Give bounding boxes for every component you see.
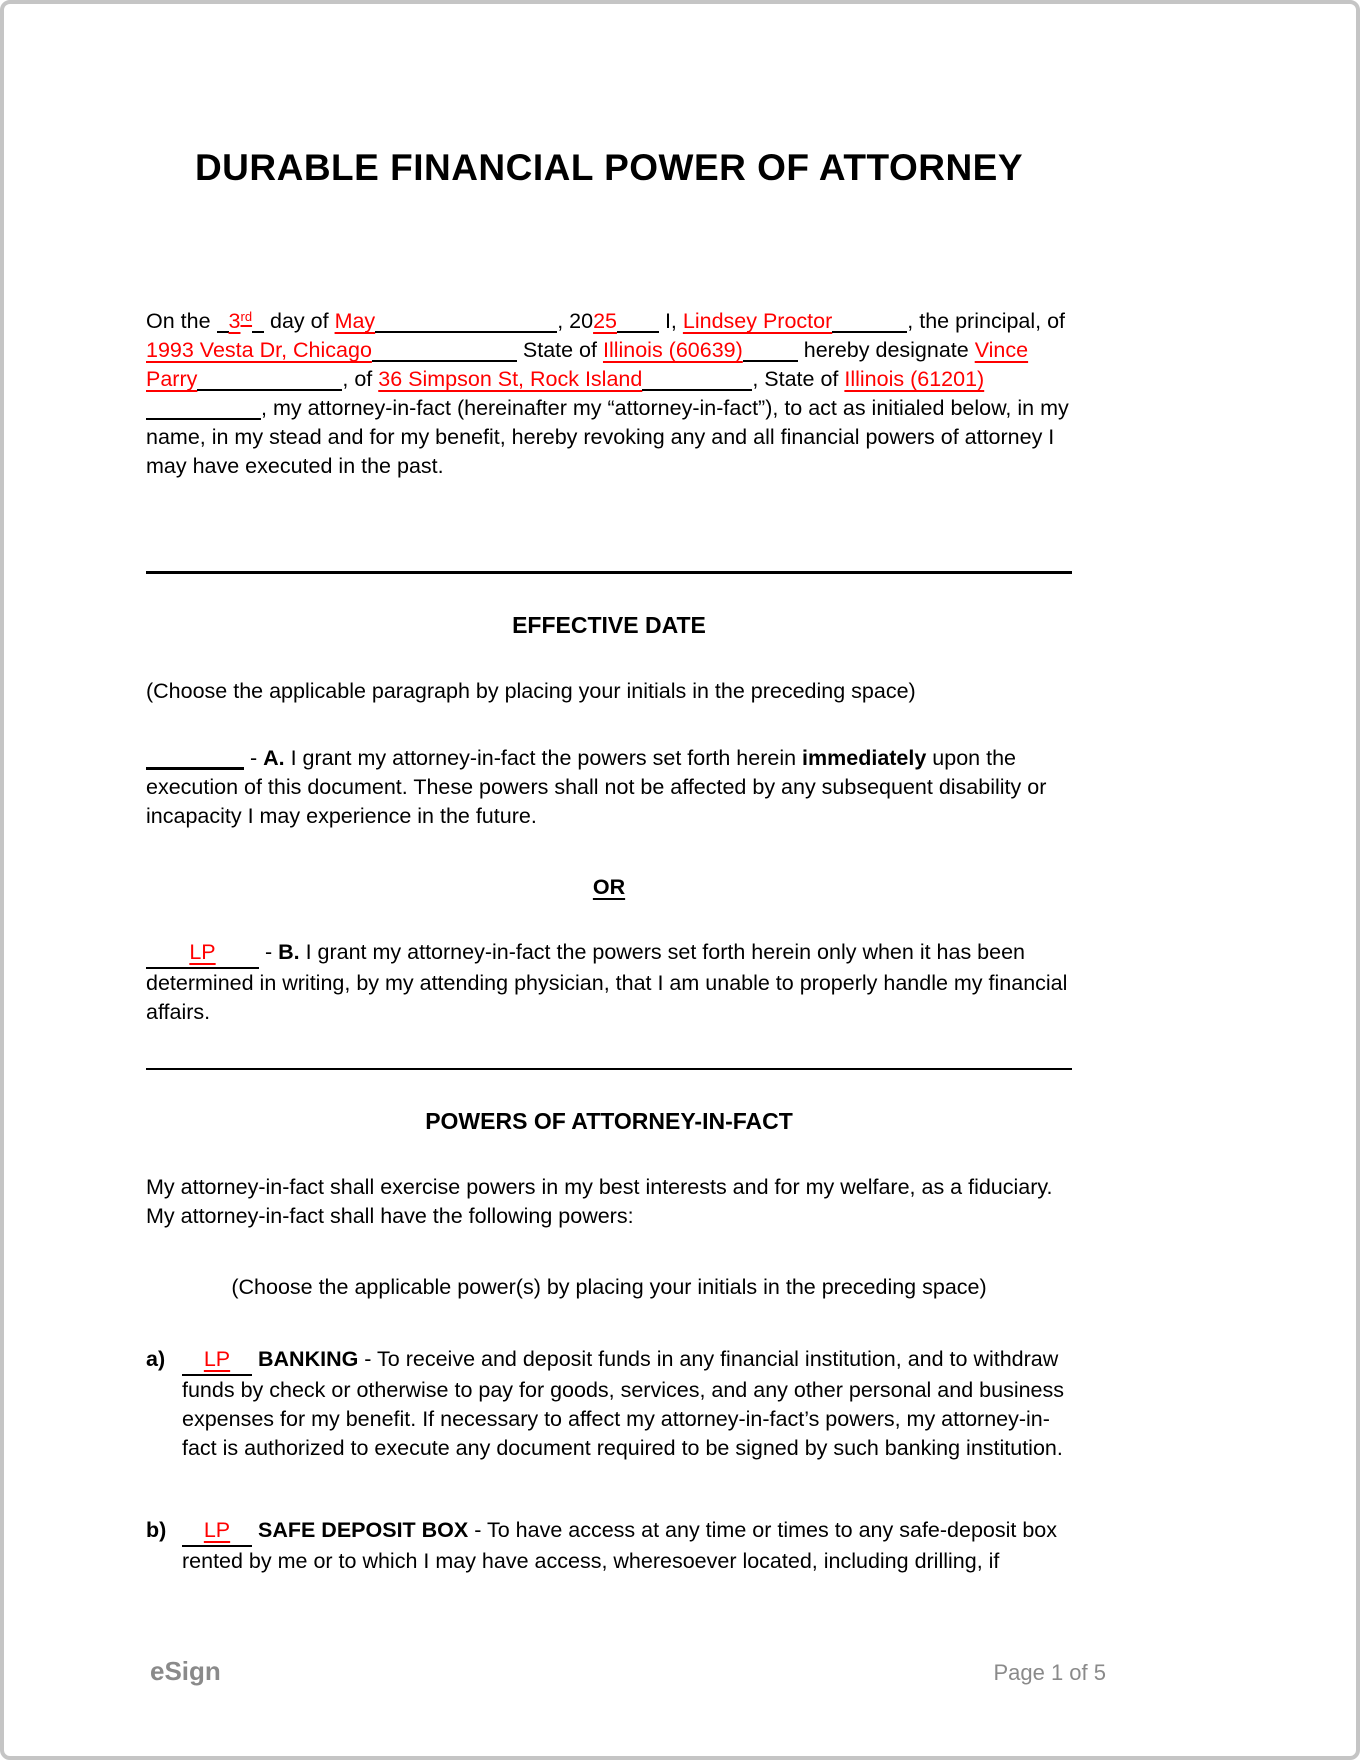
section-divider [146, 1068, 1072, 1071]
option-a-paragraph [146, 744, 1072, 831]
blank-line-field[interactable] [146, 418, 261, 421]
section-divider [146, 571, 1072, 574]
blank-line-field[interactable] [642, 389, 752, 392]
blank-line-field[interactable] [832, 331, 907, 334]
text-run: A. [263, 745, 285, 770]
text-run: I grant my attorney-in-fact the powers set forth herein [284, 745, 803, 770]
document-title: DURABLE FINANCIAL POWER OF ATTORNEY [194, 147, 1024, 188]
filled-field-value[interactable]: Illinois (60639) [602, 338, 743, 362]
initials-field[interactable] [146, 938, 259, 969]
filled-field-value[interactable]: 1993 Vesta Dr, Chicago [146, 338, 372, 362]
text-run: I, [658, 309, 683, 333]
blank-line-field[interactable] [743, 360, 798, 363]
text-run: On the [146, 309, 217, 333]
text-run: immediately [802, 745, 927, 770]
powers-heading: POWERS OF ATTORNEY-IN-FACT [425, 1108, 793, 1134]
text-run: SAFE DEPOSIT BOX [257, 1518, 469, 1542]
blank-line-field[interactable] [252, 331, 264, 334]
option-b-paragraph [146, 938, 1072, 1027]
page-footer [150, 1656, 1106, 1687]
power-item-label: b) [146, 1518, 167, 1542]
filled-field-value[interactable]: Vince Parry [146, 338, 1029, 391]
text-run: - [259, 939, 279, 964]
text-run: hereby designate [797, 338, 975, 362]
text-run: , State of [752, 367, 845, 391]
text-run: upon the execution of this document. These powers shall not be affected by any subsequent disability or incapacity I may experience in the future. [146, 745, 1047, 828]
initials-field[interactable] [182, 1516, 252, 1547]
power-item-label: a) [146, 1347, 166, 1371]
blank-line-field[interactable] [375, 331, 557, 334]
intro-paragraph [146, 307, 1072, 481]
text-run: BANKING [257, 1347, 359, 1371]
filled-field-value[interactable]: 3 [228, 309, 241, 333]
powers-instruction: (Choose the applicable power(s) by placing your initials in the preceding space) [231, 1275, 987, 1299]
page-number: Page 1 of 5 [993, 1660, 1106, 1685]
text-run: , of [342, 367, 379, 391]
esign-brand: eSign [150, 1656, 221, 1686]
effective-date-heading: EFFECTIVE DATE [512, 611, 706, 638]
text-run: , 20 [557, 309, 594, 333]
text-run: - [244, 745, 264, 770]
blank-line-field[interactable] [372, 360, 517, 363]
or-label: OR [592, 874, 626, 899]
effective-date-instruction: (Choose the applicable paragraph by placing your initials in the preceding space) [146, 678, 916, 703]
powers-intro-paragraph: My attorney-in-fact shall exercise powers in my best interests and for my welfare, as a fiduciary. My attorney-in-fact shall have the following powers: [146, 1175, 1053, 1228]
document-content [4, 146, 1356, 1576]
blank-line-field[interactable] [197, 389, 342, 392]
filled-field-value[interactable]: rd [240, 309, 253, 324]
text-run: State of [516, 338, 603, 362]
blank-line-field[interactable] [617, 331, 659, 334]
text-run: - To have access at any time or times to any safe-deposit box rented by me or to which I may have access, wheresoever located, including drilling, if [182, 1518, 1058, 1573]
power-item-banking [146, 1345, 1072, 1463]
filled-field-value[interactable]: May [334, 309, 376, 333]
text-run: B. [278, 939, 300, 964]
text-run: day of [264, 309, 335, 333]
text-run: - To receive and deposit funds in any financial institution, and to withdraw funds by check or otherwise to pay for goods, services, and any other personal and business expenses for my benefit. If necessary to affect my attorney-in-fact’s powers, my attorney-in-fact is authorized to execute any document required to be signed by such banking institution. [182, 1347, 1065, 1460]
filled-field-value[interactable]: Illinois (61201) [844, 367, 985, 391]
text-run: I grant my attorney-in-fact the powers set forth herein only when it has been determined in writing, by my attending physician, that I am unable to properly handle my financial affairs. [146, 939, 1068, 1024]
or-separator [146, 873, 1072, 902]
text-run: , the principal, of [907, 309, 1066, 333]
filled-field-value[interactable]: 25 [593, 309, 617, 333]
blank-line-field[interactable] [217, 331, 229, 334]
power-item-safe-deposit-box [146, 1516, 1072, 1576]
filled-field-value[interactable]: Lindsey Proctor [682, 309, 833, 333]
text-run: , my attorney-in-fact (hereinafter my “attorney-in-fact”), to act as initialed below, in my name, in my stead and for my benefit, hereby revoking any and all financial powers of attorney I may have executed in the past. [146, 396, 1069, 478]
power-item-text [182, 1516, 1072, 1576]
initials-value: LP [203, 1518, 231, 1542]
initials-field[interactable] [182, 1345, 252, 1376]
blank-line-field[interactable] [146, 767, 244, 770]
filled-field-value[interactable]: 36 Simpson St, Rock Island [378, 367, 643, 391]
power-item-text [182, 1345, 1072, 1463]
initials-value: LP [189, 939, 216, 964]
initials-value: LP [203, 1347, 231, 1371]
